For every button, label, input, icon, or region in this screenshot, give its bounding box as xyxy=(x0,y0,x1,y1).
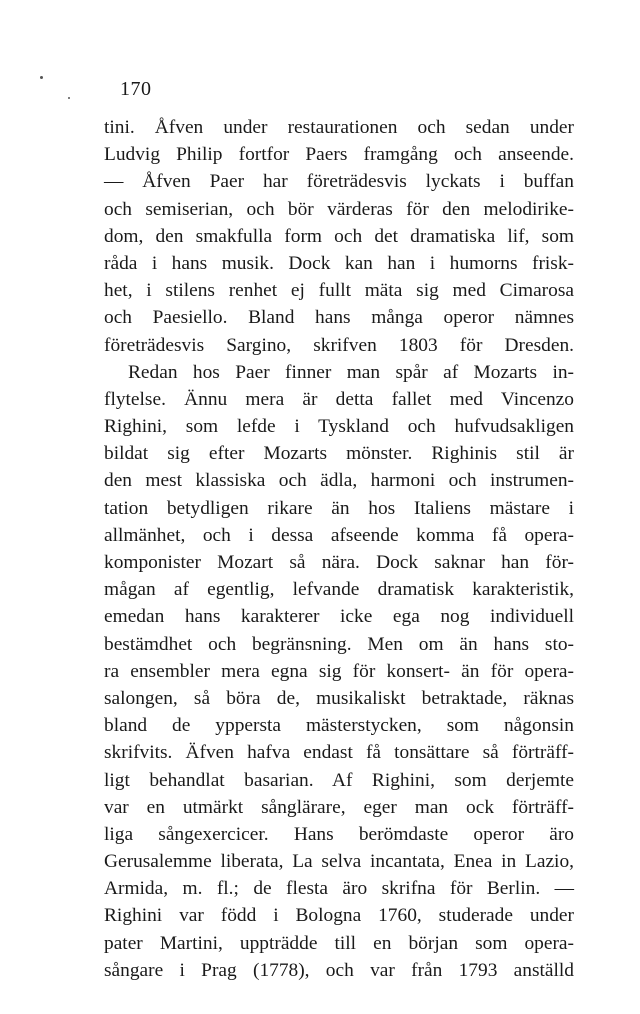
text-line: pater Martini, uppträdde till en början som opera- xyxy=(104,932,574,954)
text-line: ra ensembler mera egna sig för konsert- än för opera- xyxy=(104,660,574,682)
text-line: — Åfven Paer har företrädesvis lyckats i buffan xyxy=(104,171,574,193)
text-line: Righini var född i Bologna 1760, studerade under xyxy=(104,905,574,927)
text-line: sångare i Prag (1778), och var från 1793 anställd xyxy=(104,959,574,981)
text-line: salongen, så böra de, musikaliskt betraktade, räknas xyxy=(104,687,574,709)
text-line: liga sångexercicer. Hans berömdaste operor äro xyxy=(104,823,574,845)
text-line: dom, den smakfulla form och det dramatiska lif, som xyxy=(104,225,574,247)
body-text xyxy=(104,114,574,984)
text-line: Ludvig Philip fortfor Paers framgång och anseende. xyxy=(104,144,574,166)
text-line: råda i hans musik. Dock kan han i humorns frisk- xyxy=(104,252,574,274)
text-line: komponister Mozart så nära. Dock saknar han för- xyxy=(104,552,574,573)
text-line: tation betydligen rikare än hos Italiens mästare i xyxy=(104,497,574,519)
text-line: emedan hans karakterer icke ega nog individuell xyxy=(104,606,574,628)
text-line: och Paesiello. Bland hans många operor nämnes xyxy=(104,307,574,329)
text-line: Armida, m. fl.; de flesta äro skrifna för Berlin. — xyxy=(104,878,574,900)
text-line: bildat sig efter Mozarts mönster. Righinis stil är xyxy=(104,443,574,465)
text-line: mågan af egentlig, lefvande dramatisk karakteristik, xyxy=(104,579,574,601)
text-line: allmänhet, och i dessa afseende komma få opera- xyxy=(104,524,574,546)
text-line: skrifvits. Äfven hafva endast få tonsättare så förträff- xyxy=(104,742,574,764)
text-line: het, i stilens renhet ej fullt mäta sig med Cimarosa xyxy=(104,280,574,302)
text-line: Righini, som lefde i Tyskland och hufvudsakligen xyxy=(104,416,574,438)
text-line: den mest klassiska och ädla, harmoni och instrumen- xyxy=(104,470,574,492)
text-line: flytelse. Ännu mera är detta fallet med Vincenzo xyxy=(104,388,574,410)
text-line: bestämdhet och begränsning. Men om än hans sto- xyxy=(104,633,574,655)
text-line: Redan hos Paer finner man spår af Mozarts in- xyxy=(128,361,574,383)
text-line: företrädesvis Sargino, skrifven 1803 för Dresden. xyxy=(104,334,574,356)
page-number: 170 xyxy=(120,78,152,100)
text-line: bland de yppersta mästerstycken, som någonsin xyxy=(104,715,574,737)
text-line: tini. Åfven under restaurationen och sedan under xyxy=(104,117,574,138)
text-line: Gerusalemme liberata, La selva incantata, Enea in Lazio, xyxy=(104,851,574,873)
margin-speck xyxy=(68,97,70,99)
margin-speck xyxy=(40,76,43,79)
text-line: och semiserian, och bör värderas för den melodirike- xyxy=(104,198,574,220)
text-line: var en utmärkt sånglärare, eger man ock förträff- xyxy=(104,796,574,818)
text-line: ligt behandlat basarian. Af Righini, som derjemte xyxy=(104,769,574,791)
